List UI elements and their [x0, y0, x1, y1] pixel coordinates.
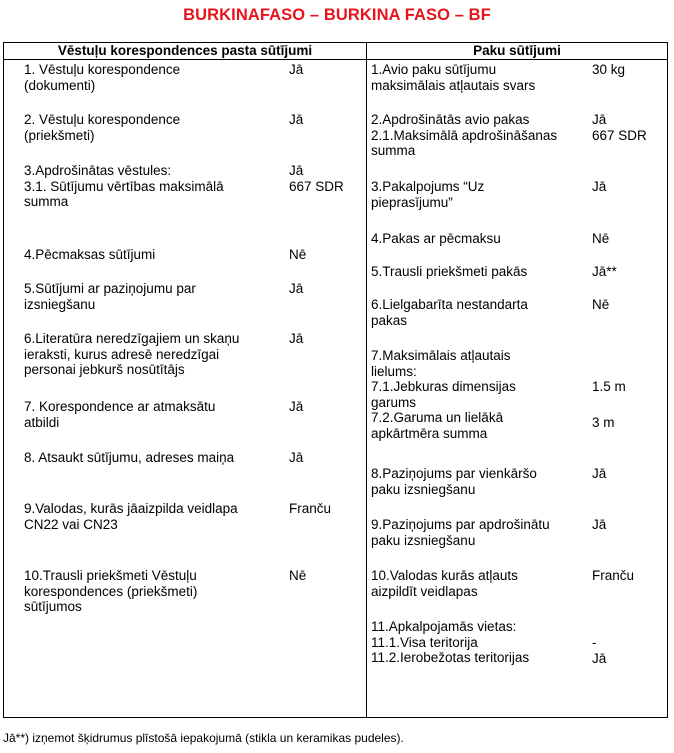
left-row-8-value: Jā: [289, 450, 304, 465]
header-divider: [4, 59, 667, 60]
right-row-4-label: 4.Pakas ar pēcmaksu: [371, 231, 501, 246]
left-row-2-label: 2. Vēstuļu korespondence (priekšmeti): [24, 112, 181, 143]
left-row-7-label: 7. Korespondence ar atmaksātu atbildi: [24, 399, 216, 430]
header-letter-mail: Vēstuļu korespondences pasta sūtījumi: [57, 43, 313, 58]
right-row-11-value: - Jā: [592, 635, 607, 666]
right-row-7-2-value: 3 m: [592, 415, 615, 430]
right-row-8-value: Jā: [592, 466, 607, 481]
left-row-7-value: Jā: [289, 399, 304, 414]
left-row-10-label: 10.Trausli priekšmeti Vēstuļu korespondences (priekšmeti) sūtījumos: [24, 568, 198, 614]
left-row-2-value: Jā: [289, 112, 304, 127]
right-row-2-label: 2.Apdrošinātās avio pakas 2.1.Maksimālā apdrošināšanas summa: [371, 112, 558, 158]
left-row-4-label: 4.Pēcmaksas sūtījumi: [24, 247, 156, 262]
column-divider: [366, 43, 367, 717]
left-row-9-label: 9.Valodas, kurās jāaizpilda veidlapa CN22 vai CN23: [24, 501, 238, 532]
left-row-4-value: Nē: [289, 247, 307, 262]
info-table: [3, 42, 668, 718]
right-row-2-value: Jā 667 SDR: [592, 112, 647, 143]
right-row-10-label: 10.Valodas kurās atļauts aizpildīt veidlapas: [371, 568, 518, 599]
right-row-1-label: 1.Avio paku sūtījumu maksimālais atļautais svars: [371, 62, 536, 93]
left-row-5-label: 5.Sūtījumi ar paziņojumu par izsniegšanu: [24, 281, 196, 312]
left-row-9-value: Franču: [289, 501, 332, 516]
right-row-5-label: 5.Trausli priekšmeti pakās: [371, 264, 528, 279]
right-row-10-value: Franču: [592, 568, 635, 583]
left-row-6-value: Jā: [289, 331, 304, 346]
right-row-3-label: 3.Pakalpojums “Uz pieprasījumu”: [371, 179, 485, 210]
left-row-10-value: Nē: [289, 568, 307, 583]
left-row-8-label: 8. Atsaukt sūtījumu, adreses maiņa: [24, 450, 235, 465]
right-row-5-value: Jā**: [592, 264, 617, 279]
right-row-3-value: Jā: [592, 179, 607, 194]
right-row-7-label: 7.Maksimālais atļautais lielums: 7.1.Jebkuras dimensijas garums 7.2.Garuma un lielākā apkārtmēra summa: [371, 348, 516, 441]
page-title: BURKINAFASO – BURKINA FASO – BF: [183, 6, 491, 24]
left-row-1-value: Jā: [289, 62, 304, 77]
left-row-6-label: 6.Literatūra neredzīgajiem un skaņu ieraksti, kurus adresē neredzīgai personai jebkurš nosūtītājs: [24, 331, 240, 377]
footnote: Jā**) izņemot šķidrumus plīstošā iepakojumā (stikla un keramikas pudeles).: [3, 731, 404, 745]
left-row-3-value: Jā 667 SDR: [289, 163, 344, 194]
left-row-1-label: 1. Vēstuļu korespondence (dokumenti): [24, 62, 181, 93]
right-row-1-value: 30 kg: [592, 62, 626, 77]
left-row-5-value: Jā: [289, 281, 304, 296]
left-row-3-label: 3.Apdrošinātas vēstules: 3.1. Sūtījumu vērtības maksimālā summa: [24, 163, 224, 209]
right-row-4-value: Nē: [592, 231, 610, 246]
right-row-7-1-value: 1.5 m: [592, 379, 626, 394]
right-row-6-label: 6.Lielgabarīta nestandarta pakas: [371, 297, 528, 328]
right-row-8-label: 8.Paziņojums par vienkāršo paku izsniegšanu: [371, 466, 537, 497]
right-row-6-value: Nē: [592, 297, 610, 312]
right-row-11-label: 11.Apkalpojamās vietas: 11.1.Visa teritorija 11.2.Ierobežotas teritorijas: [371, 619, 530, 665]
right-row-9-label: 9.Paziņojums par apdrošinātu paku izsniegšanu: [371, 517, 550, 548]
header-parcels: Paku sūtījumi: [473, 43, 561, 58]
right-row-9-value: Jā: [592, 517, 607, 532]
